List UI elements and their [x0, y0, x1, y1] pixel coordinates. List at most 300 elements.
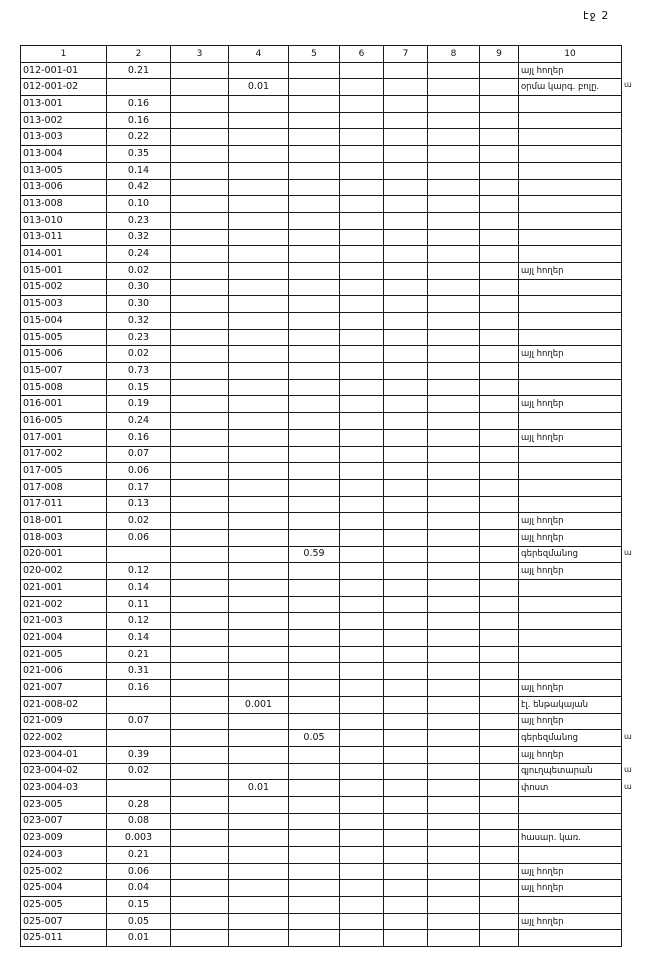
- parcel-code-cell: 017-011: [21, 496, 107, 513]
- value-cell-col-9: [480, 313, 519, 330]
- value-cell-col-7: [384, 830, 428, 847]
- value-cell-col-4: [229, 246, 289, 263]
- value-cell-col-9: [480, 763, 519, 780]
- value-cell-col-8: [428, 313, 480, 330]
- value-cell-col-7: [384, 663, 428, 680]
- parcel-code-cell: 025-007: [21, 913, 107, 930]
- value-cell-col-8: [428, 763, 480, 780]
- value-cell-col-7: [384, 563, 428, 580]
- table-row: [21, 262, 622, 279]
- value-cell-col-9: [480, 329, 519, 346]
- value-cell-col-8: [428, 396, 480, 413]
- column-header-2: 2: [107, 46, 171, 63]
- value-cell-col-9: [480, 897, 519, 914]
- value-cell-col-9: [480, 413, 519, 430]
- value-cell-col-9: [480, 146, 519, 163]
- value-cell-col-3: [171, 613, 229, 630]
- parcel-code-cell: 023-007: [21, 813, 107, 830]
- value-cell-col-5: [289, 313, 340, 330]
- land-use-note-cell: [519, 229, 622, 246]
- parcel-code-cell: 015-007: [21, 363, 107, 380]
- value-cell-col-4: [229, 463, 289, 480]
- value-cell-col-5: [289, 96, 340, 113]
- land-use-note-cell: [519, 413, 622, 430]
- value-cell-col-7: [384, 696, 428, 713]
- parcel-code-cell: 025-011: [21, 930, 107, 947]
- land-use-note-cell: գերեզմանոց: [519, 546, 622, 563]
- table-row: [21, 546, 622, 563]
- value-cell-col-5: [289, 813, 340, 830]
- value-cell-col-2: 0.31: [107, 663, 171, 680]
- value-cell-col-7: [384, 930, 428, 947]
- value-cell-col-5: [289, 196, 340, 213]
- margin-mark: ա: [624, 548, 632, 557]
- value-cell-col-2: 0.28: [107, 796, 171, 813]
- value-cell-col-3: [171, 730, 229, 747]
- land-use-note-cell: այլ հողեր: [519, 346, 622, 363]
- value-cell-col-2: 0.12: [107, 613, 171, 630]
- land-use-note-cell: այլ հողեր: [519, 863, 622, 880]
- value-cell-col-9: [480, 663, 519, 680]
- value-cell-col-8: [428, 613, 480, 630]
- value-cell-col-5: [289, 446, 340, 463]
- table-row: [21, 663, 622, 680]
- land-use-note-cell: [519, 813, 622, 830]
- value-cell-col-2: 0.14: [107, 630, 171, 647]
- value-cell-col-3: [171, 880, 229, 897]
- value-cell-col-3: [171, 930, 229, 947]
- value-cell-col-8: [428, 446, 480, 463]
- value-cell-col-6: [340, 529, 384, 546]
- value-cell-col-7: [384, 246, 428, 263]
- value-cell-col-7: [384, 880, 428, 897]
- value-cell-col-8: [428, 880, 480, 897]
- value-cell-col-4: [229, 813, 289, 830]
- value-cell-col-5: [289, 262, 340, 279]
- land-use-note-cell: [519, 179, 622, 196]
- value-cell-col-8: [428, 346, 480, 363]
- value-cell-col-2: [107, 79, 171, 96]
- value-cell-col-3: [171, 396, 229, 413]
- parcel-code-cell: 013-006: [21, 179, 107, 196]
- value-cell-col-4: [229, 363, 289, 380]
- table-row: [21, 930, 622, 947]
- parcel-code-cell: 021-007: [21, 680, 107, 697]
- value-cell-col-7: [384, 680, 428, 697]
- table-row: [21, 880, 622, 897]
- parcel-code-cell: 021-001: [21, 580, 107, 597]
- table-row: [21, 563, 622, 580]
- value-cell-col-4: [229, 196, 289, 213]
- value-cell-col-6: [340, 179, 384, 196]
- value-cell-col-2: 0.16: [107, 112, 171, 129]
- table-row: [21, 96, 622, 113]
- value-cell-col-4: [229, 62, 289, 79]
- value-cell-col-5: [289, 880, 340, 897]
- value-cell-col-7: [384, 613, 428, 630]
- value-cell-col-6: [340, 246, 384, 263]
- value-cell-col-5: [289, 780, 340, 797]
- value-cell-col-4: [229, 446, 289, 463]
- value-cell-col-3: [171, 129, 229, 146]
- table-body: [21, 62, 622, 946]
- value-cell-col-4: [229, 296, 289, 313]
- value-cell-col-5: [289, 329, 340, 346]
- land-use-note-cell: [519, 279, 622, 296]
- parcel-code-cell: 015-005: [21, 329, 107, 346]
- value-cell-col-4: [229, 262, 289, 279]
- value-cell-col-3: [171, 479, 229, 496]
- margin-mark: ա: [624, 765, 632, 775]
- value-cell-col-3: [171, 79, 229, 96]
- parcel-code-cell: 023-009: [21, 830, 107, 847]
- value-cell-col-8: [428, 630, 480, 647]
- table-row: [21, 346, 622, 363]
- value-cell-col-4: [229, 229, 289, 246]
- header-row: [21, 46, 622, 63]
- value-cell-col-5: [289, 463, 340, 480]
- value-cell-col-9: [480, 229, 519, 246]
- parcel-code-cell: 023-004-03: [21, 780, 107, 797]
- value-cell-col-3: [171, 563, 229, 580]
- parcel-code-cell: 013-003: [21, 129, 107, 146]
- table-row: [21, 580, 622, 597]
- parcel-code-cell: 013-008: [21, 196, 107, 213]
- land-use-note-cell: [519, 796, 622, 813]
- table-row: [21, 897, 622, 914]
- land-use-note-cell: այլ հողեր: [519, 62, 622, 79]
- value-cell-col-7: [384, 596, 428, 613]
- table-header: [21, 46, 622, 63]
- parcel-code-cell: 021-004: [21, 630, 107, 647]
- value-cell-col-3: [171, 663, 229, 680]
- value-cell-col-2: 0.16: [107, 429, 171, 446]
- value-cell-col-9: [480, 730, 519, 747]
- value-cell-col-2: 0.32: [107, 229, 171, 246]
- value-cell-col-6: [340, 96, 384, 113]
- table-row: [21, 129, 622, 146]
- land-use-note-cell: հասար. կառ.: [519, 830, 622, 847]
- value-cell-col-5: [289, 580, 340, 597]
- value-cell-col-9: [480, 596, 519, 613]
- land-use-note-cell: [519, 580, 622, 597]
- table-row: [21, 146, 622, 163]
- value-cell-col-4: [229, 730, 289, 747]
- value-cell-col-5: [289, 162, 340, 179]
- value-cell-col-6: [340, 79, 384, 96]
- value-cell-col-5: 0.59: [289, 546, 340, 563]
- value-cell-col-9: [480, 913, 519, 930]
- value-cell-col-4: [229, 613, 289, 630]
- value-cell-col-5: [289, 630, 340, 647]
- value-cell-col-4: [229, 179, 289, 196]
- value-cell-col-7: [384, 730, 428, 747]
- value-cell-col-8: [428, 596, 480, 613]
- value-cell-col-6: [340, 329, 384, 346]
- land-use-note-cell: [519, 129, 622, 146]
- value-cell-col-9: [480, 546, 519, 563]
- value-cell-col-5: [289, 613, 340, 630]
- value-cell-col-9: [480, 196, 519, 213]
- value-cell-col-4: [229, 529, 289, 546]
- value-cell-col-9: [480, 930, 519, 947]
- value-cell-col-2: 0.16: [107, 96, 171, 113]
- value-cell-col-9: [480, 630, 519, 647]
- value-cell-col-7: [384, 546, 428, 563]
- value-cell-col-8: [428, 379, 480, 396]
- value-cell-col-8: [428, 246, 480, 263]
- value-cell-col-4: [229, 646, 289, 663]
- value-cell-col-8: [428, 796, 480, 813]
- value-cell-col-9: [480, 496, 519, 513]
- value-cell-col-2: 0.42: [107, 179, 171, 196]
- value-cell-col-5: 0.05: [289, 730, 340, 747]
- table-row: [21, 596, 622, 613]
- land-use-note-cell: [519, 630, 622, 647]
- table-row: [21, 79, 622, 96]
- value-cell-col-8: [428, 930, 480, 947]
- value-cell-col-5: [289, 79, 340, 96]
- value-cell-col-2: [107, 696, 171, 713]
- value-cell-col-6: [340, 279, 384, 296]
- value-cell-col-9: [480, 613, 519, 630]
- land-use-note-cell: այլ հողեր: [519, 513, 622, 530]
- parcel-code-cell: 015-004: [21, 313, 107, 330]
- value-cell-col-2: 0.13: [107, 496, 171, 513]
- value-cell-col-2: 0.32: [107, 313, 171, 330]
- table-row: [21, 913, 622, 930]
- parcel-code-cell: 021-008-02: [21, 696, 107, 713]
- value-cell-col-3: [171, 713, 229, 730]
- parcel-code-cell: 021-006: [21, 663, 107, 680]
- value-cell-col-7: [384, 196, 428, 213]
- land-use-note-cell: [519, 847, 622, 864]
- value-cell-col-3: [171, 630, 229, 647]
- value-cell-col-7: [384, 513, 428, 530]
- value-cell-col-9: [480, 529, 519, 546]
- value-cell-col-2: 0.22: [107, 129, 171, 146]
- value-cell-col-6: [340, 780, 384, 797]
- value-cell-col-7: [384, 763, 428, 780]
- value-cell-col-6: [340, 496, 384, 513]
- parcel-code-cell: 025-004: [21, 880, 107, 897]
- value-cell-col-5: [289, 379, 340, 396]
- value-cell-col-7: [384, 646, 428, 663]
- value-cell-col-8: [428, 212, 480, 229]
- value-cell-col-6: [340, 346, 384, 363]
- value-cell-col-5: [289, 496, 340, 513]
- value-cell-col-4: [229, 146, 289, 163]
- value-cell-col-6: [340, 746, 384, 763]
- table-row: [21, 396, 622, 413]
- margin-mark: ա: [624, 781, 632, 791]
- column-header-9: 9: [480, 46, 519, 63]
- land-use-note-cell: [519, 596, 622, 613]
- column-header-5: 5: [289, 46, 340, 63]
- value-cell-col-5: [289, 296, 340, 313]
- value-cell-col-8: [428, 79, 480, 96]
- value-cell-col-3: [171, 646, 229, 663]
- table-row: [21, 413, 622, 430]
- value-cell-col-7: [384, 630, 428, 647]
- value-cell-col-2: [107, 780, 171, 797]
- value-cell-col-7: [384, 529, 428, 546]
- margin-mark: ա: [624, 731, 632, 741]
- value-cell-col-9: [480, 429, 519, 446]
- value-cell-col-6: [340, 696, 384, 713]
- margin-mark: ա: [624, 80, 632, 90]
- value-cell-col-4: [229, 212, 289, 229]
- value-cell-col-6: [340, 713, 384, 730]
- value-cell-col-7: [384, 429, 428, 446]
- land-use-note-cell: [519, 196, 622, 213]
- land-use-note-cell: այլ հողեր: [519, 680, 622, 697]
- value-cell-col-3: [171, 413, 229, 430]
- value-cell-col-5: [289, 763, 340, 780]
- value-cell-col-7: [384, 79, 428, 96]
- value-cell-col-4: [229, 596, 289, 613]
- parcel-code-cell: 024-003: [21, 847, 107, 864]
- value-cell-col-9: [480, 379, 519, 396]
- parcel-code-cell: 015-002: [21, 279, 107, 296]
- value-cell-col-2: [107, 730, 171, 747]
- value-cell-col-3: [171, 96, 229, 113]
- value-cell-col-3: [171, 112, 229, 129]
- table-row: [21, 713, 622, 730]
- value-cell-col-9: [480, 363, 519, 380]
- value-cell-col-5: [289, 246, 340, 263]
- value-cell-col-8: [428, 680, 480, 697]
- land-use-note-cell: [519, 162, 622, 179]
- value-cell-col-6: [340, 847, 384, 864]
- value-cell-col-8: [428, 329, 480, 346]
- value-cell-col-3: [171, 262, 229, 279]
- value-cell-col-3: [171, 496, 229, 513]
- table-row: [21, 196, 622, 213]
- value-cell-col-4: [229, 413, 289, 430]
- value-cell-col-4: [229, 379, 289, 396]
- table-row: [21, 313, 622, 330]
- value-cell-col-3: [171, 196, 229, 213]
- value-cell-col-8: [428, 913, 480, 930]
- table-row: [21, 379, 622, 396]
- value-cell-col-2: 0.14: [107, 162, 171, 179]
- value-cell-col-3: [171, 179, 229, 196]
- value-cell-col-7: [384, 580, 428, 597]
- value-cell-col-3: [171, 830, 229, 847]
- parcel-code-cell: 015-006: [21, 346, 107, 363]
- value-cell-col-2: 0.01: [107, 930, 171, 947]
- value-cell-col-2: 0.21: [107, 62, 171, 79]
- value-cell-col-5: [289, 363, 340, 380]
- value-cell-col-3: [171, 429, 229, 446]
- value-cell-col-8: [428, 112, 480, 129]
- value-cell-col-6: [340, 262, 384, 279]
- value-cell-col-9: [480, 880, 519, 897]
- table-row: [21, 329, 622, 346]
- value-cell-col-4: [229, 479, 289, 496]
- parcel-code-cell: 021-009: [21, 713, 107, 730]
- value-cell-col-2: 0.08: [107, 813, 171, 830]
- value-cell-col-2: 0.16: [107, 680, 171, 697]
- land-use-note-cell: այլ հողեր: [519, 396, 622, 413]
- value-cell-col-4: [229, 830, 289, 847]
- value-cell-col-4: [229, 663, 289, 680]
- land-use-note-cell: [519, 379, 622, 396]
- value-cell-col-9: [480, 713, 519, 730]
- value-cell-col-2: 0.10: [107, 196, 171, 213]
- value-cell-col-2: 0.07: [107, 446, 171, 463]
- value-cell-col-7: [384, 813, 428, 830]
- value-cell-col-9: [480, 796, 519, 813]
- land-use-note-cell: [519, 613, 622, 630]
- value-cell-col-4: [229, 713, 289, 730]
- value-cell-col-2: 0.07: [107, 713, 171, 730]
- value-cell-col-7: [384, 379, 428, 396]
- parcel-code-cell: 014-001: [21, 246, 107, 263]
- value-cell-col-3: [171, 696, 229, 713]
- table-row: [21, 696, 622, 713]
- value-cell-col-6: [340, 479, 384, 496]
- value-cell-col-5: [289, 129, 340, 146]
- table-row: [21, 62, 622, 79]
- value-cell-col-8: [428, 463, 480, 480]
- value-cell-col-5: [289, 863, 340, 880]
- value-cell-col-8: [428, 196, 480, 213]
- parcel-code-cell: 025-005: [21, 897, 107, 914]
- value-cell-col-3: [171, 446, 229, 463]
- value-cell-col-4: [229, 746, 289, 763]
- value-cell-col-8: [428, 96, 480, 113]
- value-cell-col-9: [480, 62, 519, 79]
- value-cell-col-3: [171, 813, 229, 830]
- value-cell-col-3: [171, 162, 229, 179]
- value-cell-col-4: [229, 763, 289, 780]
- value-cell-col-9: [480, 346, 519, 363]
- value-cell-col-6: [340, 413, 384, 430]
- value-cell-col-3: [171, 913, 229, 930]
- value-cell-col-6: [340, 379, 384, 396]
- parcel-code-cell: 013-004: [21, 146, 107, 163]
- value-cell-col-4: [229, 513, 289, 530]
- value-cell-col-7: [384, 363, 428, 380]
- value-cell-col-3: [171, 897, 229, 914]
- value-cell-col-8: [428, 229, 480, 246]
- value-cell-col-3: [171, 62, 229, 79]
- value-cell-col-9: [480, 446, 519, 463]
- land-use-note-cell: [519, 496, 622, 513]
- value-cell-col-2: 0.02: [107, 763, 171, 780]
- value-cell-col-2: 0.21: [107, 646, 171, 663]
- value-cell-col-5: [289, 563, 340, 580]
- table-row: [21, 162, 622, 179]
- value-cell-col-6: [340, 596, 384, 613]
- land-use-note-cell: այլ հողեր: [519, 429, 622, 446]
- value-cell-col-6: [340, 646, 384, 663]
- value-cell-col-4: [229, 396, 289, 413]
- value-cell-col-7: [384, 479, 428, 496]
- table-row: [21, 246, 622, 263]
- value-cell-col-6: [340, 396, 384, 413]
- value-cell-col-3: [171, 229, 229, 246]
- value-cell-col-5: [289, 680, 340, 697]
- value-cell-col-7: [384, 279, 428, 296]
- value-cell-col-4: [229, 930, 289, 947]
- value-cell-col-2: 0.02: [107, 346, 171, 363]
- value-cell-col-6: [340, 229, 384, 246]
- value-cell-col-8: [428, 580, 480, 597]
- land-use-note-cell: այլ հողեր: [519, 563, 622, 580]
